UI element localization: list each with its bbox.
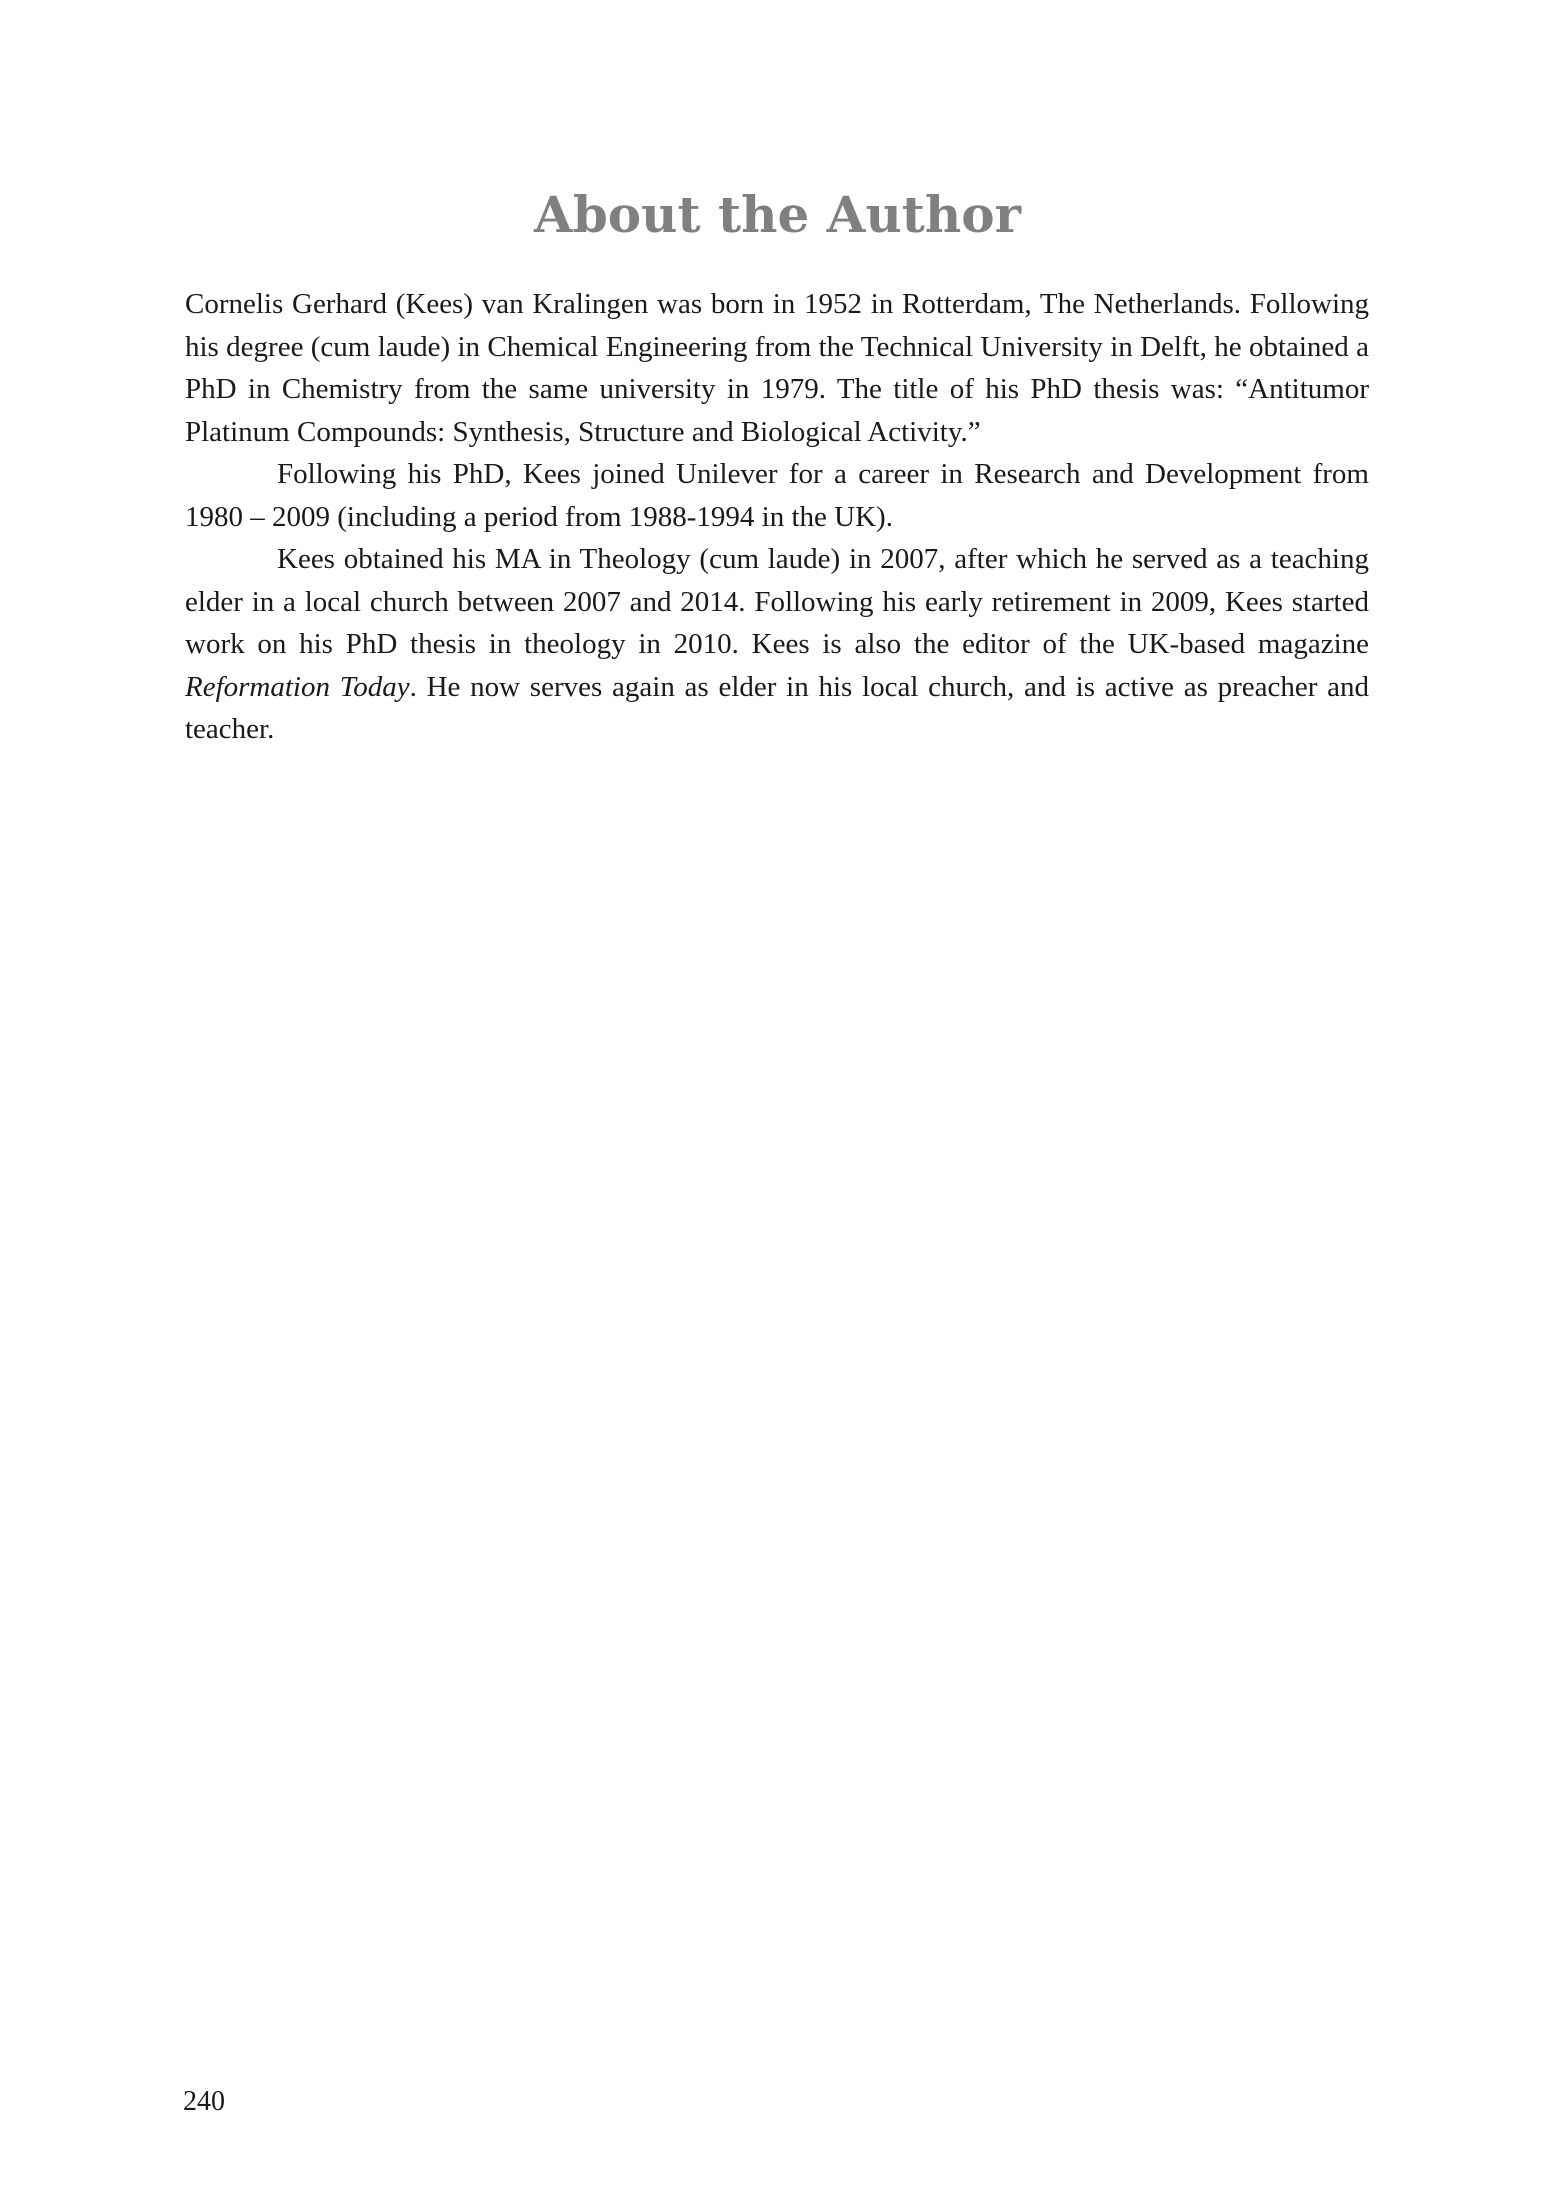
- bio-paragraph-3-text-end: . He now serves again as elder in his local church, and is active as preacher and teacher.: [185, 670, 1370, 745]
- author-bio: [185, 283, 1369, 751]
- bio-paragraph-3-text-start: Kees obtained his MA in Theology (cum laude) in 2007, after which he served as a teaching elder in a local church between 2007 and 2014. Following his early retirement in 2009, Kees started work on his PhD thesis in theology in 2010. Kees is also the editor of the UK-based magazine: [185, 543, 1369, 660]
- bio-paragraph-3: [185, 538, 1369, 751]
- bio-paragraph-1: [185, 283, 1369, 453]
- magazine-title: Reformation Today: [185, 670, 410, 703]
- page-number: 240: [183, 2086, 225, 2117]
- page-title: About the Author: [534, 185, 1021, 244]
- bio-paragraph-2-text: Following his PhD, Kees joined Unilever for a career in Research and Development from 1980 – 2009 (including a period from 1988-1994 in the UK).: [185, 458, 1369, 533]
- bio-paragraph-2: [185, 453, 1369, 538]
- bio-paragraph-1-text: Cornelis Gerhard (Kees) van Kralingen was born in 1952 in Rotterdam, The Netherlands. Following his degree (cum laude) in Chemical Engineering from the Technical University in Delft, he obtained a PhD in Chemistry from the same university in 1979. The title of his PhD thesis was: “Antitumor Platinum Compounds: Synthesis, Structure and Biological Activity.”: [185, 288, 1369, 448]
